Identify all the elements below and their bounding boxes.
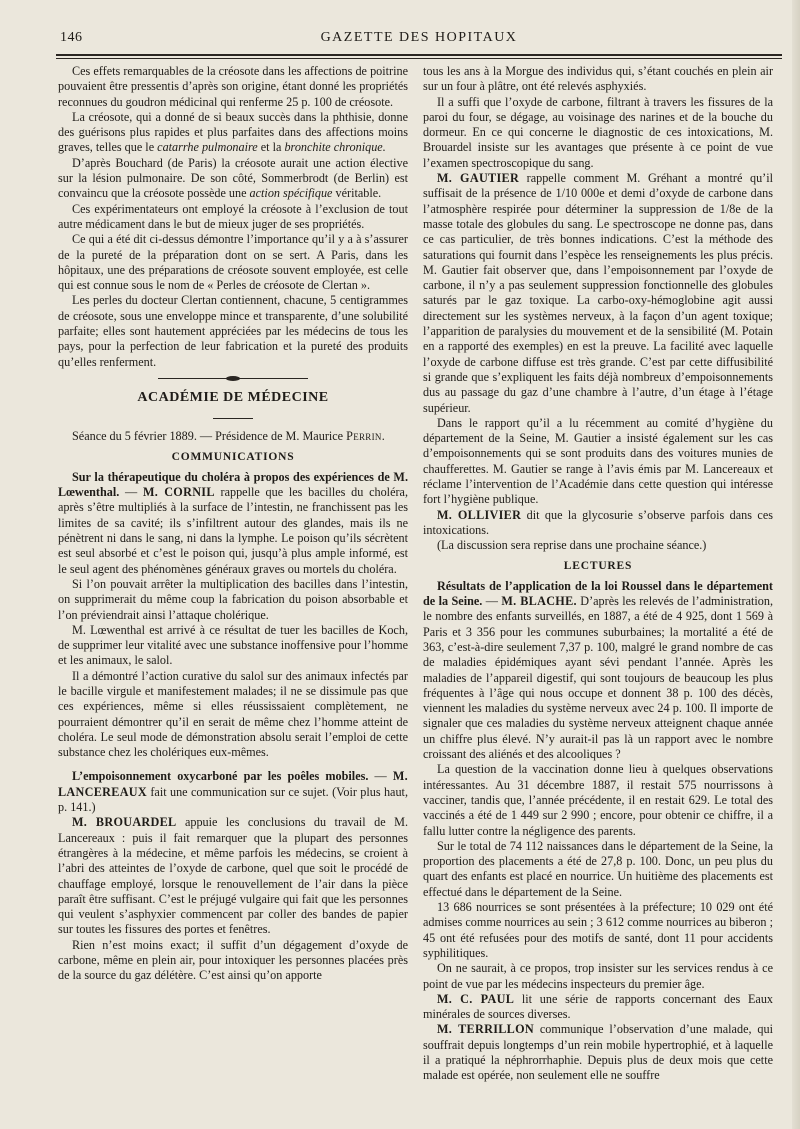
paragraph: D’après Bouchard (de Paris) la créosote aurait une action élective sur la lésion pulmonaire. De son côté, Sommerbrodt (de Berlin) est convaincu que la créosote possède une action spécifique véritable. bbox=[58, 155, 408, 201]
paragraph: 13 686 nourrices se sont présentées à la préfecture; 10 029 ont été admises comme nourrices au sein ; 3 612 comme nourrices au biberon ; 45 ont été refusées pour des motifs de santé, dont 11 pour accidents syphilitiques. bbox=[423, 900, 773, 960]
page-header bbox=[56, 30, 782, 52]
ornamental-divider bbox=[158, 378, 308, 379]
page-number: 146 bbox=[60, 30, 83, 45]
page-edge-shadow bbox=[792, 0, 800, 1129]
section-title-academie: ACADÉMIE DE MÉDECINE bbox=[137, 389, 329, 405]
subsection-communications: COMMUNICATIONS bbox=[171, 450, 295, 463]
left-column bbox=[58, 64, 408, 1120]
paragraph: Il a démontré l’action curative du salol sur des animaux infectés par le bacille virgule et manifestement malades; il ne se dissimule pas que ces expériences, même si elles réussissaient complètement, ne pourraient démontrer qu’il en serait de même chez l’homme atteint de choléra. Le seul mode de démonstration absolu serait l’emploi de cette substance chez les cholériques eux-mêmes. bbox=[58, 668, 408, 760]
article-cholera: Sur la thérapeutique du choléra à propos des expériences de M. Lœwenthal. — M. CORNIL rappelle que les bacilles du choléra, après s’être multipliés à la surface de l’intestin, ne franchissent pas les limites de sa cavité; ils s’infiltrent autour des glandes, mais ils ne pénètrent ni dans le sang, ni dans la lymphe. Le poison qu’ils sécrètent est seul absorbé et c’est le poison qui, jusqu’à plus ample informé, est le seul agent des phénomènes généraux graves ou mortels du choléra. bbox=[58, 469, 408, 576]
paragraph: M. C. PAUL lit une série de rapports concernant des Eaux minérales de sources diverses. bbox=[423, 991, 773, 1022]
paragraph: On ne saurait, à ce propos, trop insister sur les services rendus à ce point de vue par les médecins inspecteurs du premier âge. bbox=[423, 961, 773, 991]
seance-line: Séance du 5 février 1889. — Présidence de M. Maurice Perrin. bbox=[72, 429, 386, 444]
short-rule bbox=[213, 418, 253, 419]
paragraph: (La discussion sera reprise dans une prochaine séance.) bbox=[437, 538, 707, 553]
article-loi-roussel: Résultats de l’application de la loi Roussel dans le département de la Seine. — M. BLACHE. D’après les relevés de l’administration, le nombre des enfants surveillés, en 1887, a été de 4 925, dont 1 569 à Paris et 3 356 pour les communes suburbaines; la mortalité a été de 363, c’est-à-dire seulement 7,37 p. 100, malgré le grand nombre de cas de maladies épidémiques ayant sévi pendant l’année. Après les maladies de l’appareil digestif, qui sont toujours de beaucoup les plus fréquentes à l’âge qui nous occupe et donnent 38 p. 100 des décès, viennent les maladies du système nerveux avec 24 p. 100. Il importe de signaler que ces maladies du système nerveux atteignent chaque année un chiffre plus élevé. N’y aurait-il pas là un rapport avec le nombre croissant des aliénés et des alcooliques ? bbox=[423, 578, 773, 762]
paragraph: Si l’on pouvait arrêter la multiplication des bacilles dans l’intestin, on supprimerait du même coup la fabrication du poison absorbable et l’on préviendrait ainsi l’attaque cholérique. bbox=[58, 576, 408, 622]
paragraph: La créosote, qui a donné de si beaux succès dans la phthisie, donne des guérisons plus rapides et plus parfaites dans des affections moins graves, telles que le catarrhe pulmonaire et la bronchite chronique. bbox=[58, 109, 408, 155]
paragraph: Ces expérimentateurs ont employé la créosote à l’exclusion de tout autre médicament dans le but de mieux juger de ses propriétés. bbox=[58, 201, 408, 231]
subsection-lectures: LECTURES bbox=[563, 559, 633, 572]
article-oxycarbone: L’empoisonnement oxycarboné par les poêles mobiles. — M. LANCEREAUX fait une communication sur ce sujet. (Voir plus haut, p. 141.) bbox=[58, 769, 408, 815]
paragraph: Il a suffi que l’oxyde de carbone, filtrant à travers les fissures de la paroi du four, se dégage, au voisinage des narines et de la bouche du dormeur. En ce qui concerne le diagnostic de ces intoxications, M. Brouardel insiste sur les avantages que présente à ce point de vue l’examen spectroscopique du sang. bbox=[423, 94, 773, 170]
paragraph: M. BROUARDEL appuie les conclusions du travail de M. Lancereaux : puis il fait remarquer que la plupart des personnes étrangères à la médecine, et même parfois les médecins, se croient à l’abri des atteintes de l’oxyde de carbone, quel que soit le procédé de chauffage employé, lorsque le renouvellement de l’air dans la pièce paraît être suffisant. C’est le préjugé vulgaire qui fait que les personnes qui veulent s’asphyxier commencent par coller des bandes de papier sur toutes les fissures des portes et fenêtres. bbox=[58, 815, 408, 937]
running-title: GAZETTE DES HOPITAUX bbox=[320, 30, 518, 45]
paragraph: M. GAUTIER rappelle comment M. Gréhant a montré qu’il suffisait de la présence de 1/10 000e et demi d’oxyde de carbone dans l’atmosphère respirée pour déterminer la suppression de 1/8e de la masse totale des globules du sang. Le spectroscope ne donne pas, dans ce cas particulier, de très bonnes indications. C’est la méthode des saturations qui fournit dans l’espèce les renseignements les plus précis. M. Gautier fait observer que, dans l’empoisonnement par l’oxyde de carbone, il n’y a pas seulement suppression fonctionnelle des globules saturés par le gaz toxique. La carbo-oxy-hémoglobine agit aussi directement sur les systèmes nerveux, à la façon d’un agent toxique; l’apparition de paralysies du mouvement et de la sensibilité (M. Potain en a rapporté des exemples) en est la preuve. La facilité avec laquelle l’oxyde de carbone diffuse est très grande. C’est par cette diffusibilité si grande que s’expliquent les faits déjà nombreux d’empoisonnements dus au passage du gaz d’une chambre à l’autre, d’un étage à l’étage supérieur. bbox=[423, 171, 773, 415]
paragraph: tous les ans à la Morgue des individus qui, s’étant couchés en plein air sur un four à plâtre, ont été relevés asphyxiés. bbox=[423, 64, 773, 94]
paragraph: M. TERRILLON communique l’observation d’une malade, qui souffrait depuis longtemps d’un rein mobile hypertrophié, et à laquelle il a pratiqué la néphrorrhaphie. Depuis plus de deux mois que cette malade est opérée, non seulement elle ne souffre bbox=[423, 1022, 773, 1083]
paragraph: Les perles du docteur Clertan contiennent, chacune, 5 centigrammes de créosote, sous une enveloppe mince et transparente, d’une solubilité parfaite; elles sont hautement appréciées par les médecins de tous les pays, pour la perfection de leur fabrication et la pureté des produits qu’elles renferment. bbox=[58, 293, 408, 369]
paragraph: Dans le rapport qu’il a lu récemment au comité d’hygiène du département de la Seine, M. Gautier a insisté également sur les cas d’empoisonnements qui se sont produits dans des voitures munies de chaufferettes. M. Gautier se range à l’avis émis par M. Lancereaux et réclame l’intervention de l’Académie dans cette question qui intéresse fort l’hygiène publique. bbox=[423, 415, 773, 507]
paragraph: Sur le total de 74 112 naissances dans le département de la Seine, la proportion des placements a été de 27,8 p. 100. Donc, un peu plus du quart des enfants est placé en nourrice. Un huitième des placements est effectué dans le département de la Seine. bbox=[423, 838, 773, 899]
paragraph: M. Lœwenthal est arrivé à ce résultat de tuer les bacilles de Koch, de supprimer leur vitalité avec une substance inoffensive pour l’homme et les animaux, le salol. bbox=[58, 622, 408, 668]
paragraph: Rien n’est moins exact; il suffit d’un dégagement d’oxyde de carbone, même en plein air, pour intoxiquer les personnes placées près de la source du gaz délétère. C’est ainsi qu’on apporte bbox=[58, 937, 408, 983]
paragraph: M. OLLIVIER dit que la glycosurie s’observe parfois dans ces intoxications. bbox=[423, 507, 773, 537]
paragraph: La question de la vaccination donne lieu à quelques observations intéressantes. Au 31 décembre 1887, il restait 575 nourrissons à vacciner, tandis que, l’année précédente, il en restait 629. Le total des vaccinés a été de 1 449 sur 2 990 ; encore, pour obtenir ce chiffre, il a fallu lutter contre la négligence des parents. bbox=[423, 762, 773, 838]
header-rule-thin bbox=[56, 58, 782, 59]
paragraph: Ce qui a été dit ci-dessus démontre l’importance qu’il y a à s’assurer de la pureté de la préparation dont on se sert. A Paris, dans les hôpitaux, une des préparations de créosote souvent employée, est celle qui est connue sous le nom de « Perles de créosote de Clertan ». bbox=[58, 232, 408, 293]
paragraph: Ces effets remarquables de la créosote dans les affections de poitrine pouvaient être pressentis d’après son origine, étant donné les propriétés reconnues du goudron médicinal qui renferme 25 p. 100 de créosote. bbox=[58, 64, 408, 109]
right-column bbox=[423, 64, 773, 1120]
header-rule-thick bbox=[56, 54, 782, 56]
